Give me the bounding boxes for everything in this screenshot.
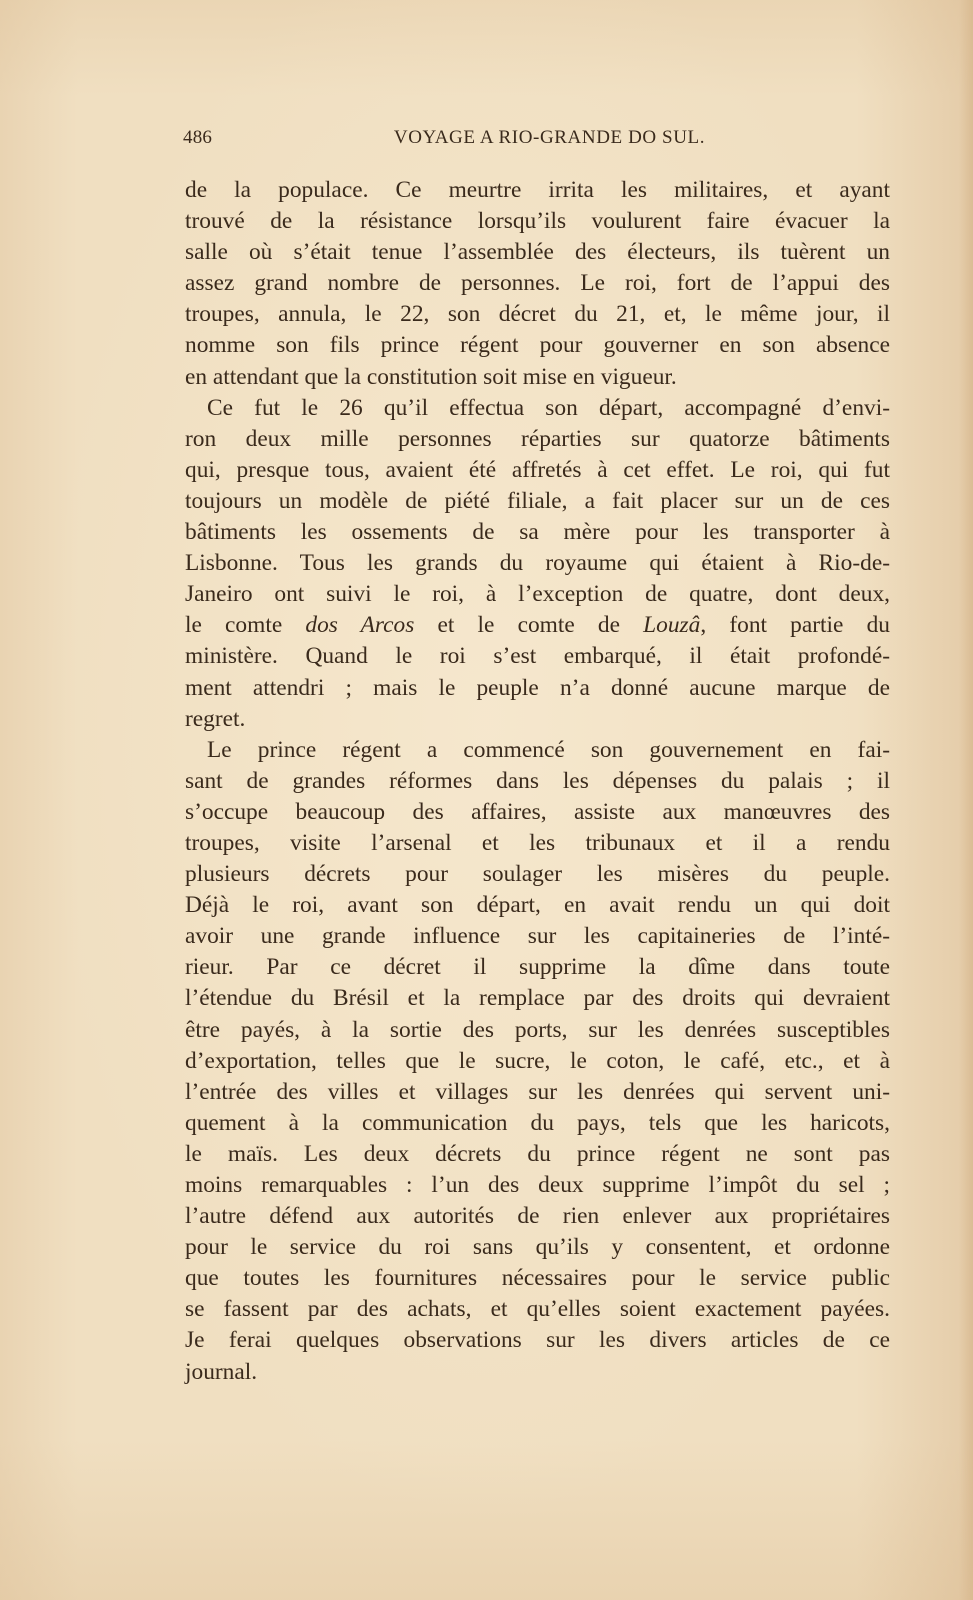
running-title: VOYAGE A RIO-GRANDE DO SUL.: [393, 127, 706, 148]
text-line: de la populace. Ce meurtre irrita les militaires, et ayant: [185, 177, 890, 203]
page-edge-shadow: [959, 0, 973, 1600]
body-text: [185, 175, 890, 1388]
text-line: avoir une grande influence sur les capitaineries de l’inté-: [185, 923, 890, 950]
text-line: être payés, à la sortie des ports, sur les denrées susceptibles: [185, 1016, 890, 1043]
text-line: toujours un modèle de piété filiale, a fait placer sur un de ces: [185, 487, 890, 514]
text-line: Le prince régent a commencé son gouvernement en fai-: [207, 736, 890, 763]
text-line: que toutes les fournitures nécessaires pour le service public: [185, 1265, 890, 1292]
text-line: trouvé de la résistance lorsqu’ils voulurent faire évacuer la: [185, 208, 890, 235]
italic-name-louza: Louzâ: [643, 612, 701, 639]
text-line: assez grand nombre de personnes. Le roi, fort de l’appui des: [185, 270, 890, 297]
text-line: le maïs. Les deux décrets du prince régent ne sont pas: [185, 1140, 890, 1167]
text-line: moins remarquables : l’un des deux supprime l’impôt du sel ;: [185, 1172, 890, 1198]
text-line: pour le service du roi sans qu’ils y consentent, et ordonne: [185, 1234, 890, 1261]
text-line: Lisbonne. Tous les grands du royaume qui étaient à Rio-de-: [185, 550, 890, 577]
text-line: quement à la communication du pays, tels que les haricots,: [185, 1109, 890, 1136]
text-line: bâtiments les ossements de sa mère pour les transporter à: [185, 519, 890, 546]
text-line: qui, presque tous, avaient été affretés à cet effet. Le roi, qui fut: [185, 456, 890, 483]
paragraph-2: [185, 393, 890, 735]
text-line: journal.: [185, 1358, 258, 1385]
text-line: l’autre défend aux autorités de rien enlever aux propriétaires: [185, 1203, 890, 1230]
text-line: Je ferai quelques observations sur les divers articles de ce: [185, 1327, 890, 1354]
text-line: d’exportation, telles que le sucre, le coton, le café, etc., et à: [185, 1047, 890, 1074]
text-line: salle où s’était tenue l’assemblée des électeurs, ils tuèrent un: [185, 239, 890, 266]
page-header: [183, 127, 890, 155]
text-line: regret.: [185, 705, 246, 732]
text-line: rieur. Par ce décret il supprime la dîme dans toute: [185, 954, 890, 981]
text-line: l’étendue du Brésil et la remplace par des droits qui devraient: [185, 985, 890, 1012]
text-line: sant de grandes réformes dans les dépenses du palais ; il: [185, 767, 890, 794]
text-segment: et le comte de: [414, 612, 644, 639]
text-line: en attendant que la constitution soit mise en vigueur.: [185, 363, 677, 390]
text-line: Janeiro ont suivi le roi, à l’exception de quatre, dont deux,: [185, 581, 890, 608]
text-line: ministère. Quand le roi s’est embarqué, il était profondé-: [185, 643, 890, 670]
text-line: ron deux mille personnes réparties sur quatorze bâtiments: [185, 425, 890, 452]
text-line: troupes, annula, le 22, son décret du 21, et, le même jour, il: [185, 301, 890, 328]
text-line: s’occupe beaucoup des affaires, assiste aux manœuvres des: [185, 798, 890, 825]
text-line: Déjà le roi, avant son départ, en avait rendu un qui doit: [185, 892, 890, 919]
text-line: l’entrée des villes et villages sur les denrées qui servent uni-: [185, 1078, 890, 1105]
page-number: 486: [183, 127, 213, 148]
text-line-with-italics: [185, 610, 890, 641]
text-line: nomme son fils prince régent pour gouverner en son absence: [185, 332, 890, 359]
text-line: Ce fut le 26 qu’il effectua son départ, accompagné d’envi-: [207, 394, 890, 421]
text-segment: le comte: [185, 612, 306, 639]
italic-name-dos-arcos: dos Arcos: [305, 612, 415, 639]
paragraph-1: [185, 175, 890, 393]
text-line: troupes, visite l’arsenal et les tribunaux et il a rendu: [185, 829, 890, 856]
text-line: se fassent par des achats, et qu’elles soient exactement payées.: [185, 1296, 890, 1323]
text-line: plusieurs décrets pour soulager les misères du peuple.: [185, 861, 890, 888]
text-line: ment attendri ; mais le peuple n’a donné aucune marque de: [185, 674, 890, 701]
text-segment: , font partie du: [700, 612, 890, 639]
paragraph-3: [185, 735, 890, 1388]
